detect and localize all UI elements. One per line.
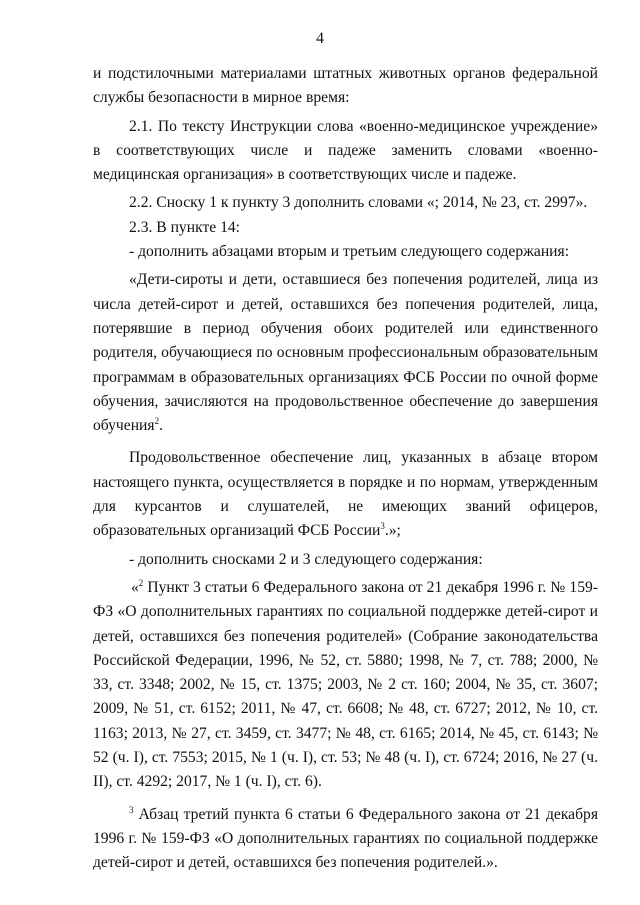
paragraph-add-abzacy: - дополнить абзацами вторым и третьим следующего содержания: (129, 243, 570, 261)
paragraph-intro-continuation: и подстилочными материалами штатных животных органов федеральной службы безопасности в мирное время: (93, 65, 598, 107)
page-number: 4 (316, 30, 324, 47)
footnote-2-text: Пункт 3 статьи 6 Федерального закона от 21 декабря 1996 г. № 159-ФЗ «О дополнительных гарантиях по социальной поддержке детей-сирот и детей, оставшихся без попечения родителей» (Собрание законодательства Российской Федерации, 1996, № 52, ст. 5880; 1998, № 7, ст. 788; 2000, № 33, ст. 3348; 2002, № 15, ст. 1375; 2003, № 2 ст. 160; 2004, № 35, ст. 3607; 2009, № 51, ст. 6152; 2011, № 47, ст. 6608; № 48, ст. 6727; 2012, № 10, ст. 1163; 2013, № 27, ст. 3459, ст. 3477; № 48, ст. 6165; 2014, № 45, ст. 6143; № 52 (ч. I), ст. 7553; 2015, № 1 (ч. I), ст. 53; № 48 (ч. I), ст. 6724; 2016, № 27 (ч. II), ст. 4292; 2017, № 1 (ч. I), ст. 6). (93, 578, 598, 791)
footnote-2 (93, 576, 598, 795)
paragraph-quoted-orphans-text: «Дети-сироты и дети, оставшиеся без попечения родителей, лица из числа детей-сирот и детей, оставшихся без попечения родителей, лица, потерявшие в период обучения обоих родителей или единственного родителя, обучающиеся по основным профессиональным образовательным программам в образовательных организациях ФСБ России по очной форме обучения, зачисляются на продовольственное обеспечение до завершения обучения (93, 271, 598, 435)
footnote-3-marker: 3 (129, 804, 134, 815)
footnote-3-text: Абзац третий пункта 6 статьи 6 Федерального закона от 21 декабря 1996 г. № 159-ФЗ «О дополнительных гарантиях по социальной поддержке детей-сирот и детей, оставшихся без попечения родителей.». (93, 805, 598, 872)
paragraph-add-footnotes: - дополнить сносками 2 и 3 следующего содержания: (129, 550, 483, 568)
paragraph-food-provision-end: .»; (384, 522, 401, 540)
footnote-2-marker: 2 (138, 577, 144, 588)
document-body (93, 62, 598, 876)
paragraph-2-3: 2.3. В пункте 14: (129, 218, 241, 236)
footnote-3 (93, 803, 598, 876)
paragraph-quoted-orphans-end: . (159, 417, 163, 435)
paragraph-quoted-orphans (93, 268, 598, 438)
paragraph-food-provision-text: Продовольственное обеспечение лиц, указанных в абзаце втором настоящего пункта, осуществляется в порядке и по нормам, утвержденным для курсантов и слушателей, не имеющих званий офицеров, образовательных организаций ФСБ России (93, 449, 598, 540)
paragraph-2-1: 2.1. По тексту Инструкции слова «военно-медицинское учреждение» в соответствующих числе и падеже заменить словами «военно-медицинская организация» в соответствующих числе и падеже. (93, 117, 598, 184)
footnote-ref-2: 2 (154, 415, 160, 426)
footnote-2-open-quote: « (131, 578, 139, 596)
footnote-ref-3: 3 (380, 521, 385, 532)
paragraph-2-2: 2.2. Сноску 1 к пункту 3 дополнить словами «; 2014, № 23, ст. 2997». (129, 194, 588, 212)
paragraph-food-provision (93, 446, 598, 543)
